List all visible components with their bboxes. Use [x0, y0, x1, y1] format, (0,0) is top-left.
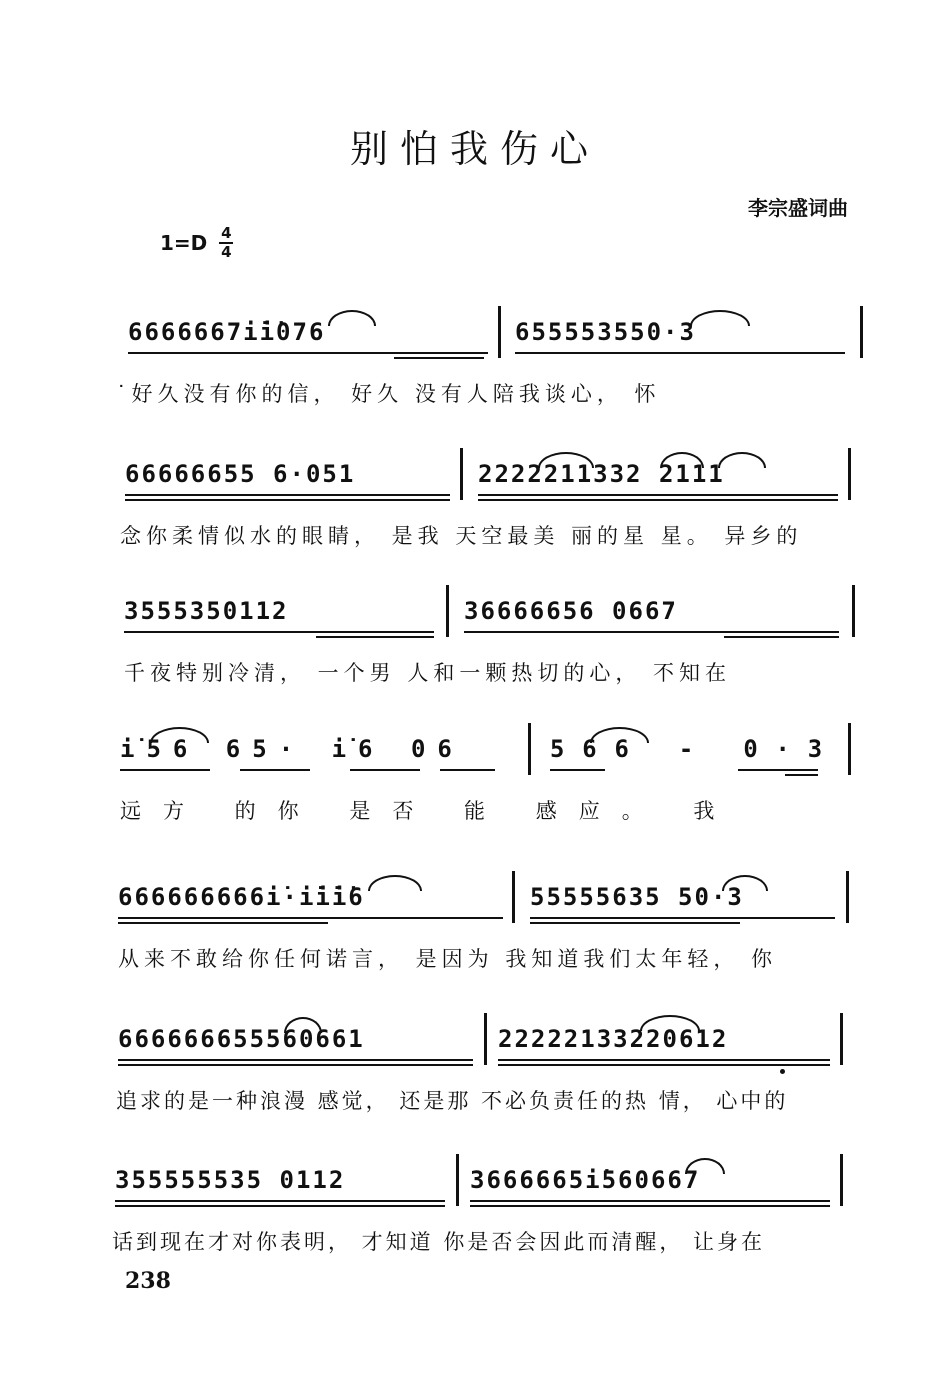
- lyric-line: 千夜特别冷清， 一个男 人和一颗热切的心， 不知在: [124, 661, 732, 685]
- key-signature: [160, 226, 233, 260]
- measure: 666666655560661: [118, 1025, 365, 1053]
- score-line-4: [0, 735, 950, 885]
- page-number: 238: [125, 1268, 171, 1294]
- score-line-5: [0, 883, 950, 1033]
- lyric-line: 追求的是一种浪漫 感觉， 还是那 不必负责任的热 情， 心中的: [116, 1089, 789, 1113]
- lyric-line: 话到现在才对你表明， 才知道 你是否会因此而清醒， 让身在: [112, 1230, 766, 1254]
- score-line-1: [0, 318, 950, 468]
- measure: 666666666i̇·i̇i̇i̇6: [118, 883, 365, 911]
- measure: 3666665i̇560667: [470, 1166, 701, 1194]
- measure: 36666656 0667: [464, 597, 678, 625]
- measure: 22222133220612: [498, 1025, 729, 1053]
- lyric-line: 从来不敢给你任何诺言， 是因为 我知道我们太年轻， 你: [118, 947, 778, 971]
- score-line-2: [0, 460, 950, 610]
- measure: 3555350112: [124, 597, 289, 625]
- measure: 55555635 50·3: [530, 883, 744, 911]
- measure: 6666667i̇i̇076: [128, 318, 326, 346]
- key-label: 1=D: [160, 231, 208, 255]
- composer-credit: 李宗盛词曲: [748, 196, 848, 220]
- lyric-line: 念你柔情似水的眼睛， 是我 天空最美 丽的星 星。 异乡的: [120, 524, 803, 548]
- song-title: 别怕我伤心: [349, 127, 600, 171]
- score-line-6: [0, 1025, 950, 1175]
- measure: 66666655 6·051: [125, 460, 356, 488]
- measure: 2222211332 2111: [478, 460, 725, 488]
- measure: 355555535 0112: [115, 1166, 346, 1194]
- score-line-3: [0, 597, 950, 747]
- time-signature: 4 4: [221, 224, 232, 261]
- lyric-line: 远方 的你 是否 能 感应。 我: [120, 799, 737, 823]
- measure: i̇56 65· i̇6 06: [120, 735, 464, 763]
- lyric-line: ˙好久没有你的信， 好久 没有人陪我谈心， 怀: [116, 382, 661, 406]
- measure: 655553550·3: [515, 318, 696, 346]
- measure: 566 - 0·3: [550, 735, 841, 763]
